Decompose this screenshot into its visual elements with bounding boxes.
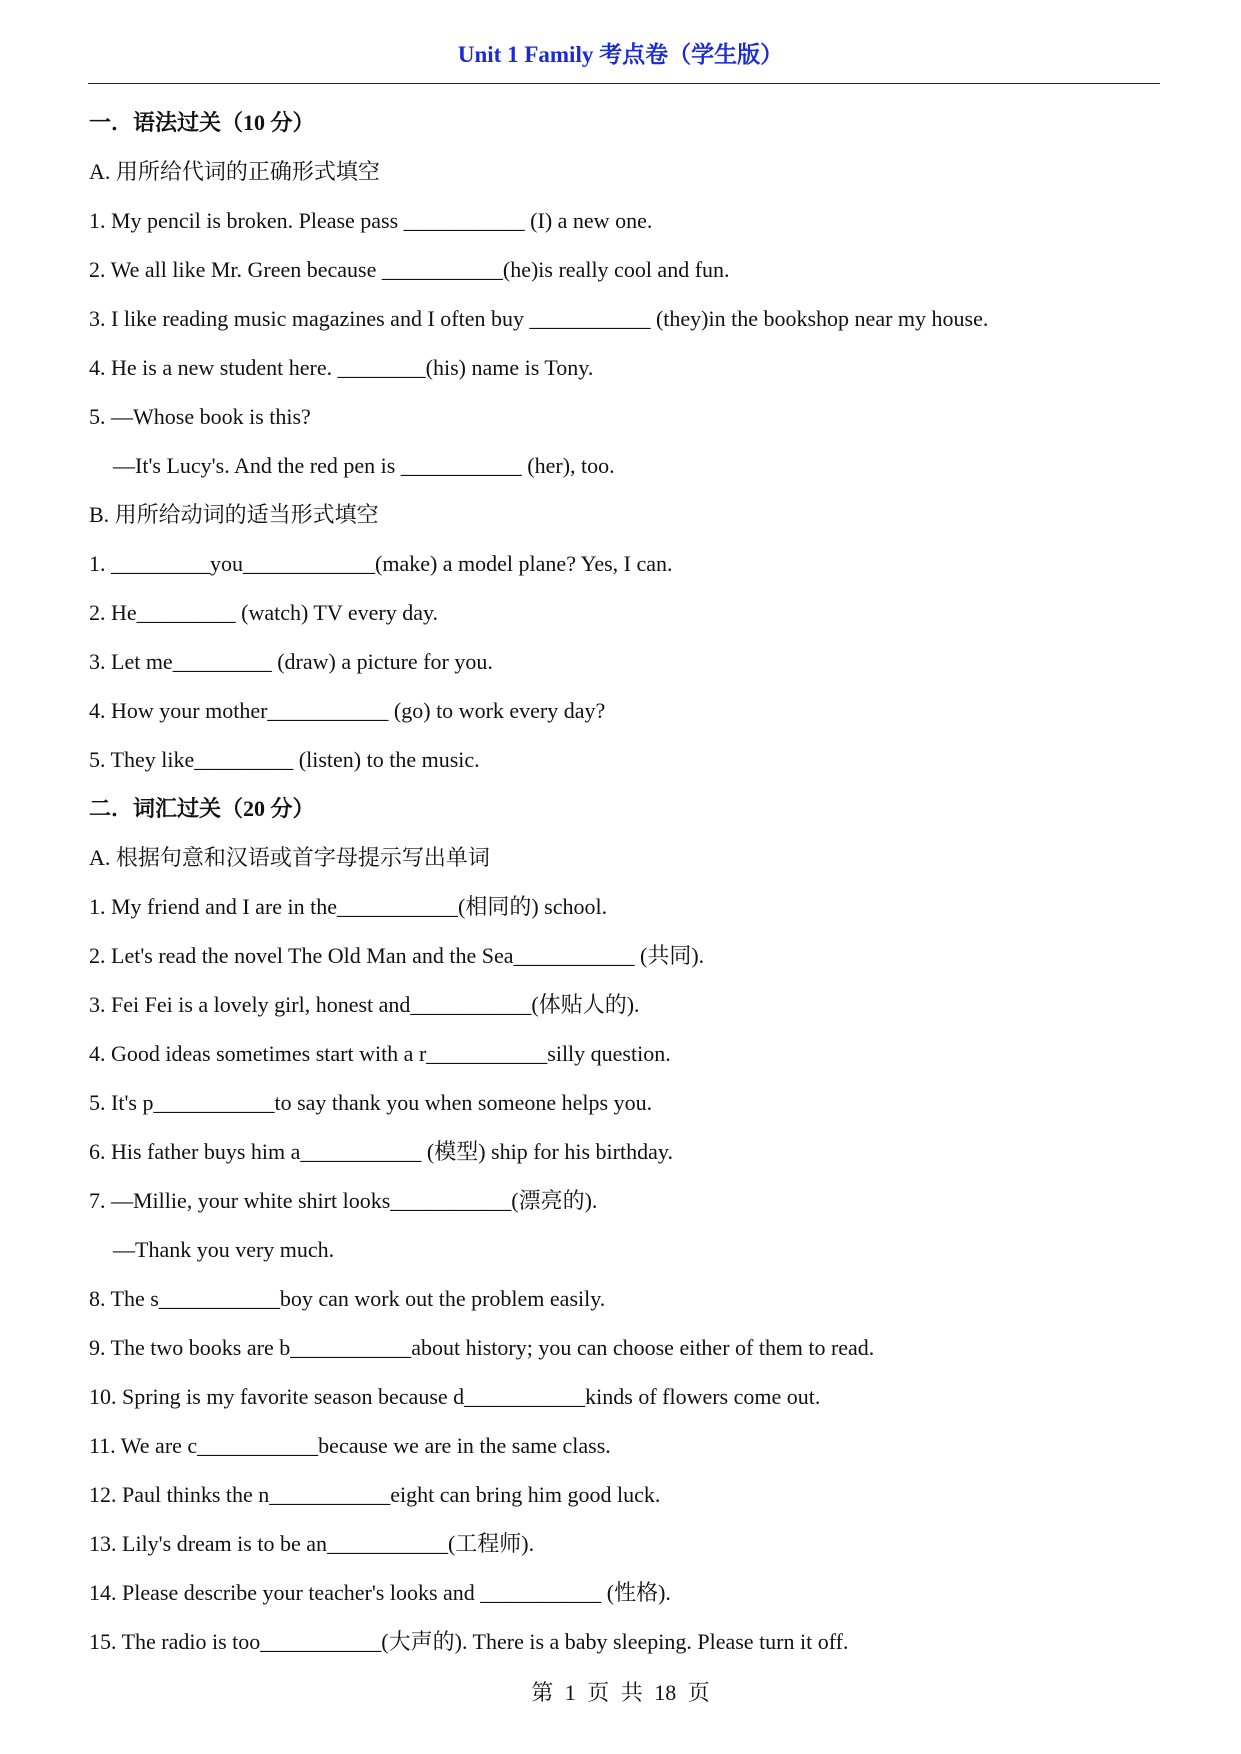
question-item: 4. He is a new student here. ________(his) name is Tony. [89,355,594,380]
question-item: 5. It's p___________to say thank you when someone helps you. [89,1090,653,1115]
section-heading-vocabulary: 二．词汇过关（20 分） [89,796,315,821]
question-item-answer-line: —It's Lucy's. And the red pen is ___________ (her), too. [113,453,615,478]
question-item: 1. My friend and I are in the___________(相同的) school. [89,894,608,919]
page-number-footer: 第 1 页 共 18 页 [531,1680,710,1705]
question-item: 13. Lily's dream is to be an___________(工程师). [89,1531,535,1556]
question-item: 3. Fei Fei is a lovely girl, honest and___________(体贴人的). [89,992,640,1017]
header-title: Unit 1 Family 考点卷（学生版） [457,42,784,67]
question-item: 1. My pencil is broken. Please pass ___________ (I) a new one. [89,208,653,233]
question-item: 5. They like_________ (listen) to the music. [89,747,480,772]
question-item: 4. How your mother___________ (go) to work every day? [89,698,606,723]
question-item: 4. Good ideas sometimes start with a r___________silly question. [89,1041,671,1066]
question-item: 2. He_________ (watch) TV every day. [89,600,439,625]
header-divider [88,83,1160,84]
instruction-pronouns: A. 用所给代词的正确形式填空 [89,159,380,184]
question-item: 7. —Millie, your white shirt looks___________(漂亮的). [89,1188,598,1213]
question-item: 14. Please describe your teacher's looks and ___________ (性格). [89,1580,671,1605]
question-item: 15. The radio is too___________(大声的). There is a baby sleeping. Please turn it off. [89,1629,849,1654]
question-item: 12. Paul thinks the n___________eight can bring him good luck. [89,1482,661,1507]
question-item: 10. Spring is my favorite season because d___________kinds of flowers come out. [89,1384,821,1409]
question-item: 11. We are c___________because we are in the same class. [89,1433,611,1458]
instruction-verbs: B. 用所给动词的适当形式填空 [89,502,379,527]
question-item: 8. The s___________boy can work out the problem easily. [89,1286,606,1311]
question-item: 1. _________you____________(make) a model plane? Yes, I can. [89,551,673,576]
question-item: 2. We all like Mr. Green because ___________(he)is really cool and fun. [89,257,730,282]
question-item: 6. His father buys him a___________ (模型) ship for his birthday. [89,1139,673,1164]
question-item: 9. The two books are b___________about history; you can choose either of them to read. [89,1335,875,1360]
question-item: 2. Let's read the novel The Old Man and the Sea___________ (共同). [89,943,705,968]
instruction-words: A. 根据句意和汉语或首字母提示写出单词 [89,845,490,870]
question-item: 5. —Whose book is this? [89,404,311,429]
question-item: 3. I like reading music magazines and I often buy ___________ (they)in the bookshop near my house. [89,306,989,331]
question-item: 3. Let me_________ (draw) a picture for you. [89,649,493,674]
section-heading-grammar: 一．语法过关（10 分） [89,110,315,135]
page-content [89,98,1169,1666]
question-item-answer-line: —Thank you very much. [113,1237,335,1262]
